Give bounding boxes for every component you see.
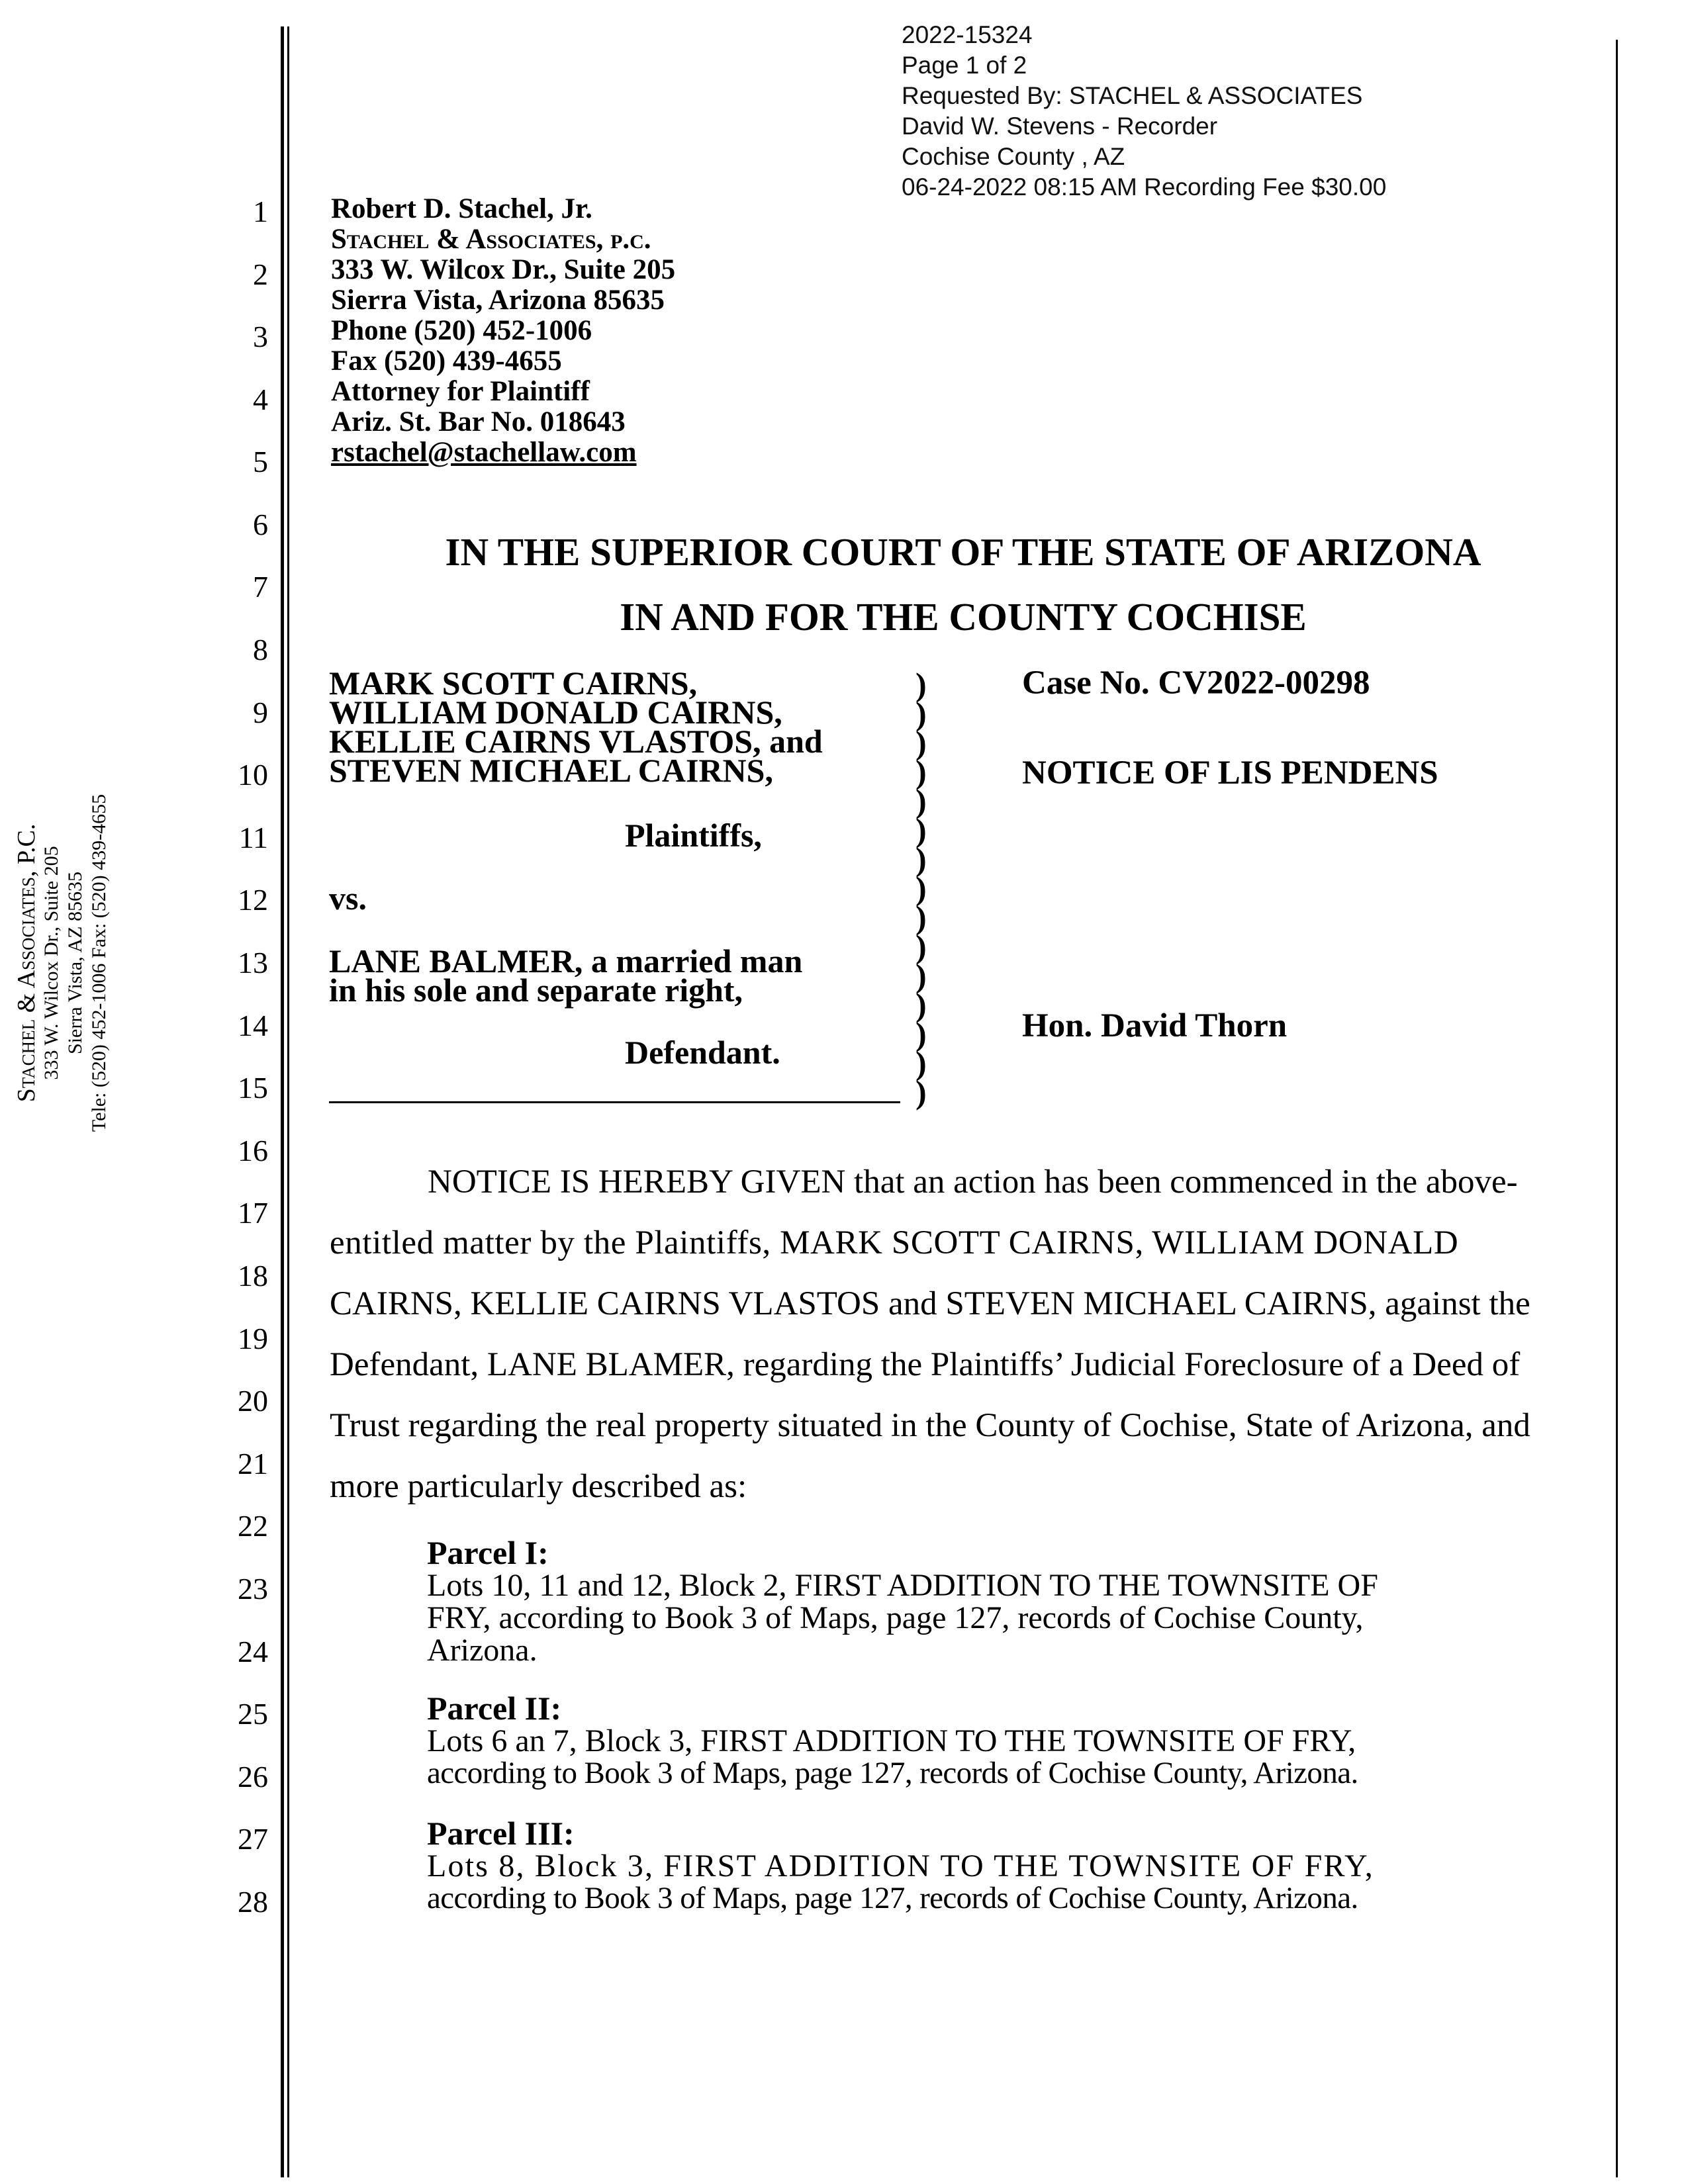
caption-paren: ) <box>915 724 927 761</box>
caption-paren: ) <box>915 928 927 965</box>
line-number: 21 <box>238 1447 268 1480</box>
left-double-rule-inner <box>287 26 289 2177</box>
caption-paren: ) <box>915 1044 927 1081</box>
line-number: 26 <box>238 1760 268 1794</box>
attorney-fax: Fax (520) 439-4655 <box>331 345 562 377</box>
line-number: 2 <box>253 257 268 291</box>
line-number: 17 <box>238 1196 268 1230</box>
line-number: 7 <box>253 570 268 604</box>
left-double-rule-outer <box>281 26 284 2177</box>
parcel-line: Lots 10, 11 and 12, Block 2, FIRST ADDITION TO THE TOWNSITE OF <box>427 1568 1378 1603</box>
caption-paren: ) <box>915 695 927 732</box>
line-number: 19 <box>238 1322 268 1355</box>
line-number: 1 <box>253 195 268 228</box>
recording-doc-number: 2022-15324 <box>902 21 1033 48</box>
caption-paren: ) <box>915 841 927 878</box>
line-number: 25 <box>238 1697 268 1731</box>
line-number: 23 <box>238 1572 268 1606</box>
caption-underline <box>329 1101 900 1103</box>
caption-paren: ) <box>915 870 927 907</box>
line-number: 8 <box>253 633 268 666</box>
recording-requested-by: Requested By: STACHEL & ASSOCIATES <box>902 82 1363 109</box>
line-number: 28 <box>238 1885 268 1919</box>
caption-paren: ) <box>915 986 927 1023</box>
parcel-line: Arizona. <box>427 1633 538 1668</box>
defendant-description: in his sole and separate right, <box>329 972 743 1009</box>
caption-paren: ) <box>915 782 927 819</box>
parcel-description <box>427 1692 1532 1790</box>
line-number: 16 <box>238 1134 268 1167</box>
parcel-title: Parcel I: <box>427 1534 549 1571</box>
attorney-city: Sierra Vista, Arizona 85635 <box>331 285 665 316</box>
line-number: 11 <box>238 821 268 854</box>
line-number: 4 <box>253 383 268 416</box>
parcel-line: FRY, according to Book 3 of Maps, page 127, records of Cochise County, <box>427 1600 1364 1635</box>
attorney-address: 333 W. Wilcox Dr., Suite 205 <box>331 254 676 285</box>
right-rule <box>1616 40 1618 2177</box>
recording-stamp <box>902 20 1386 203</box>
judge-name: Hon. David Thorn <box>1022 1007 1288 1044</box>
caption-paren: ) <box>915 753 927 790</box>
notice-line: more particularly described as: <box>330 1468 747 1505</box>
attorney-block <box>331 194 675 468</box>
sidebar-address: 333 W. Wilcox Dr., Suite 205 <box>40 846 62 1080</box>
line-number: 13 <box>238 946 268 979</box>
line-number: 22 <box>238 1509 268 1543</box>
firm-sidebar <box>13 791 111 1135</box>
sidebar-city: Sierra Vista, AZ 85635 <box>64 872 86 1054</box>
recording-page: Page 1 of 2 <box>902 52 1027 79</box>
caption-paren: ) <box>915 899 927 936</box>
recording-recorder: David W. Stevens - Recorder <box>902 113 1218 140</box>
case-number: Case No. CV2022-00298 <box>1022 664 1370 702</box>
line-number: 12 <box>238 883 268 917</box>
caption-paren: ) <box>915 811 927 848</box>
caption-paren: ) <box>915 1073 927 1111</box>
attorney-name: Robert D. Stachel, Jr. <box>331 193 592 224</box>
parcel-line: Lots 6 an 7, Block 3, FIRST ADDITION TO THE TOWNSITE OF FRY, <box>427 1723 1356 1758</box>
attorney-email-link[interactable]: rstachel@stachellaw.com <box>331 437 637 468</box>
line-number: 27 <box>238 1822 268 1856</box>
caption-paren: ) <box>915 1015 927 1052</box>
plaintiff-name: KELLIE CAIRNS VLASTOS, and <box>329 723 823 760</box>
plaintiffs-label: Plaintiffs, <box>625 817 762 854</box>
court-title: IN THE SUPERIOR COURT OF THE STATE OF ARIZONA <box>445 530 1481 574</box>
notice-paragraph <box>330 1152 1607 1517</box>
parcel-line: according to Book 3 of Maps, page 127, records of Cochise County, Arizona. <box>427 1881 1358 1915</box>
recording-datetime-fee: 06-24-2022 08:15 AM Recording Fee $30.00 <box>902 173 1387 201</box>
court-county: IN AND FOR THE COUNTY COCHISE <box>620 595 1307 639</box>
versus-label: vs. <box>329 880 367 917</box>
recording-county: Cochise County , AZ <box>902 143 1125 170</box>
notice-line: Trust regarding the real property situated in the County of Cochise, State of Arizona, and <box>330 1407 1530 1444</box>
plaintiff-name: WILLIAM DONALD CAIRNS, <box>329 694 782 731</box>
line-number: 18 <box>238 1259 268 1293</box>
attorney-phone: Phone (520) 452-1006 <box>331 315 592 346</box>
attorney-firm: Stachel & Associates, p.c. <box>331 224 651 255</box>
line-number: 15 <box>238 1071 268 1105</box>
notice-line: entitled matter by the Plaintiffs, MARK SCOTT CAIRNS, WILLIAM DONALD <box>330 1224 1459 1261</box>
line-number: 14 <box>238 1009 268 1042</box>
parcel-description <box>427 1817 1532 1915</box>
defendant-label: Defendant. <box>625 1034 780 1071</box>
line-number: 5 <box>253 445 268 478</box>
line-number: 9 <box>253 696 268 729</box>
notice-line: CAIRNS, KELLIE CAIRNS VLASTOS and STEVEN MICHAEL CAIRNS, against the <box>330 1285 1530 1322</box>
notice-line: Defendant, LANE BLAMER, regarding the Plaintiffs’ Judicial Foreclosure of a Deed of <box>330 1346 1521 1383</box>
attorney-role: Attorney for Plaintiff <box>331 376 590 407</box>
line-number: 6 <box>253 508 268 541</box>
parcel-title: Parcel II: <box>427 1690 562 1727</box>
sidebar-firm: Stachel & Associates, P.C. <box>13 823 40 1103</box>
line-number: 3 <box>253 320 268 353</box>
document-title: NOTICE OF LIS PENDENS <box>1022 754 1438 792</box>
parcel-line: Lots 8, Block 3, FIRST ADDITION TO THE TOWNSITE OF FRY, <box>427 1848 1374 1884</box>
attorney-bar: Ariz. St. Bar No. 018643 <box>331 406 626 437</box>
caption-paren: ) <box>915 666 927 703</box>
defendant-name: LANE BALMER, a married man <box>329 942 803 979</box>
line-number: 10 <box>238 758 268 792</box>
plaintiff-name: STEVEN MICHAEL CAIRNS, <box>329 752 773 789</box>
parcel-line: according to Book 3 of Maps, page 127, records of Cochise County, Arizona. <box>427 1756 1358 1790</box>
line-number: 20 <box>238 1384 268 1418</box>
sidebar-phone-fax: Tele: (520) 452-1006 Fax: (520) 439-4655 <box>88 794 110 1132</box>
plaintiff-name: MARK SCOTT CAIRNS, <box>329 664 698 702</box>
caption-paren: ) <box>915 957 927 994</box>
parcel-title: Parcel III: <box>427 1815 575 1852</box>
notice-line: NOTICE IS HEREBY GIVEN that an action has been commenced in the above- <box>428 1163 1518 1201</box>
line-number: 24 <box>238 1635 268 1668</box>
parcel-description <box>427 1534 1532 1668</box>
